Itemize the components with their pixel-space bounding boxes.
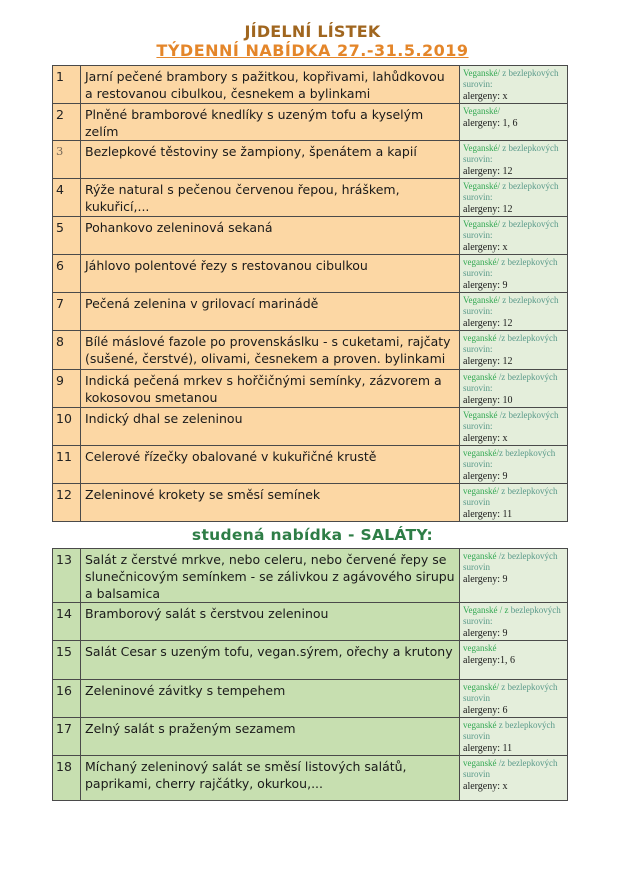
allergens: alergeny: x [463,781,508,792]
dish-number: 14 [53,603,81,641]
dish-number: 4 [53,179,81,217]
gluten-free-label: z bezlepkových surovin [463,720,555,741]
gluten-free-label: z bezlepkových surovin [463,486,558,507]
vegan-label: veganské [463,643,497,653]
week-subtitle: TÝDENNÍ NABÍDKA 27.-31.5.2019 [156,41,469,60]
menu-row [53,370,568,408]
dish-number: 18 [53,756,81,801]
diet-label [463,486,564,508]
gluten-free-label: bezlepkových surovin: [463,605,561,626]
vegan-label: veganské [463,758,497,768]
dish-number: 13 [53,549,81,603]
diet-label [463,605,564,627]
dish-name: Jáhlovo polentové řezy s restovanou cibulkou [81,255,460,293]
allergens: alergeny: 9 [463,471,508,482]
dish-info [460,603,568,641]
allergens: alergeny: 11 [463,743,513,754]
menu-row [53,446,568,484]
dish-name: Míchaný zeleninový salát se směsí listových salátů, paprikami, cherry rajčátky, okurkou,... [81,756,460,801]
vegan-label: Veganské/ [463,106,500,116]
dish-info [460,141,568,179]
dish-number: 16 [53,680,81,718]
dish-info [460,680,568,718]
vegan-label: veganské/ [463,486,499,496]
gluten-free-label: z bezlepkových surovin: [463,68,559,89]
allergens: alergeny: 9 [463,628,508,639]
diet-label [463,682,564,704]
dish-name: Salát z čerstvé mrkve, nebo celeru, nebo červené řepy se slunečnicovým semínkem - se zálivkou z agávového sirupu a balsamica [81,549,460,603]
dish-name: Bezlepkové těstoviny se žampiony, špenátem a kapií [81,141,460,179]
gluten-free-label: z bezlepkových surovin: [463,181,559,202]
vegan-label: veganské [463,372,497,382]
diet-label [463,68,564,90]
dish-info [460,66,568,104]
dish-info [460,756,568,801]
dish-name: Bramborový salát s čerstvou zeleninou [81,603,460,641]
allergens: alergeny: x [463,242,508,253]
menu-row [53,141,568,179]
gluten-free-label: z bezlepkových surovin: [463,295,559,316]
dish-info [460,718,568,756]
hot-menu-table [52,65,568,522]
dish-name: Rýže natural s pečenou červenou řepou, hráškem, kukuřicí,... [81,179,460,217]
allergens: alergeny: 1, 6 [463,118,518,129]
vegan-label: Veganské/ [463,143,500,153]
diet-label [463,333,564,355]
diet-label [463,181,564,203]
gluten-free-label: /z bezlepkových surovin [463,551,558,572]
allergens: alergeny: 11 [463,509,513,520]
cold-menu-title: studená nabídka - SALÁTY: [191,526,434,544]
dish-info [460,408,568,446]
allergens: alergeny: 9 [463,280,508,291]
gluten-free-label: z bezlepkových surovin: [463,448,556,469]
vegan-label: Veganské/ [463,295,500,305]
vegan-label: Veganské/ [463,68,500,78]
gluten-free-label: /z bezlepkových surovin [463,758,558,779]
dish-info [460,104,568,141]
diet-label [463,551,564,573]
menu-row [53,104,568,141]
allergens: alergeny: 12 [463,318,513,329]
dish-number: 1 [53,66,81,104]
dish-info [460,549,568,603]
dish-number: 2 [53,104,81,141]
menu-row [53,641,568,680]
dish-number: 3 [53,141,81,179]
menu-row [53,331,568,370]
dish-number: 9 [53,370,81,408]
page-title: JÍDELNÍ LÍSTEK [244,22,381,41]
diet-label [463,758,564,780]
dish-number: 5 [53,217,81,255]
menu-row [53,718,568,756]
menu-row [53,66,568,104]
vegan-label: veganské [463,333,497,343]
menu-row [53,179,568,217]
dish-name: Indický dhal se zeleninou [81,408,460,446]
menu-row [53,293,568,331]
diet-label [463,720,564,742]
diet-label [463,372,564,394]
menu-row [53,484,568,522]
dish-info [460,255,568,293]
vegan-label: veganské/ [463,682,499,692]
dish-number: 17 [53,718,81,756]
dish-name: Celerové řízečky obalované v kukuřičné krustě [81,446,460,484]
diet-label [463,643,564,654]
vegan-label: veganské/ [463,448,499,458]
menu-row [53,756,568,801]
dish-name: Bílé máslové fazole po provenskáslku - s cuketami, rajčaty (sušené, čerstvé), olivami, česnekem a proven. bylinkami [81,331,460,370]
diet-label [463,448,564,470]
gluten-free-label: z bezlepkových surovin: [463,257,558,278]
menu-row [53,408,568,446]
vegan-label: Veganské / z [463,605,509,615]
vegan-label: Veganské [463,410,498,420]
dish-name: Pohankovo zeleninová sekaná [81,217,460,255]
dish-name: Zeleninové krokety se směsí semínek [81,484,460,522]
allergens: alergeny: 10 [463,395,513,406]
dish-number: 15 [53,641,81,680]
dish-name: Salát Cesar s uzeným tofu, vegan.sýrem, ořechy a krutony [81,641,460,680]
diet-label [463,410,564,432]
menu-row [53,255,568,293]
vegan-label: veganské [463,551,497,561]
allergens: alergeny: 12 [463,356,513,367]
allergens: alergeny: 6 [463,705,508,716]
dish-name: Pečená zelenina v grilovací marinádě [81,293,460,331]
gluten-free-label: /z bezlepkových surovin: [463,410,559,431]
vegan-label: Veganské/ [463,219,500,229]
dish-name: Zeleninové závitky s tempehem [81,680,460,718]
dish-number: 6 [53,255,81,293]
dish-number: 7 [53,293,81,331]
vegan-label: veganské/ [463,257,499,267]
diet-label [463,257,564,279]
dish-info [460,370,568,408]
menu-row [53,680,568,718]
dish-name: Plněné bramborové knedlíky s uzeným tofu a kyselým zelím [81,104,460,141]
allergens: alergeny: 9 [463,574,508,585]
menu-row [53,217,568,255]
allergens: alergeny: x [463,433,508,444]
vegan-label: veganské [463,720,497,730]
dish-number: 12 [53,484,81,522]
dish-number: 8 [53,331,81,370]
allergens: alergeny: x [463,91,508,102]
dish-info [460,331,568,370]
gluten-free-label: /z bezlepkových surovin: [463,333,558,354]
dish-info [460,446,568,484]
diet-label [463,106,564,117]
cold-menu-table [52,548,568,801]
menu-row [53,549,568,603]
diet-label [463,143,564,165]
allergens: alergeny: 12 [463,204,513,215]
dish-number: 11 [53,446,81,484]
gluten-free-label: z bezlepkových surovin: [463,219,559,240]
dish-info [460,293,568,331]
dish-name: Jarní pečené brambory s pažitkou, kopřivami, lahůdkovou a restovanou cibulkou, česnekem a bylinkami [81,66,460,104]
dish-name: Indická pečená mrkev s hořčičnými semínky, zázvorem a kokosovou smetanou [81,370,460,408]
dish-info [460,641,568,680]
diet-label [463,295,564,317]
vegan-label: Veganské/ [463,181,500,191]
dish-number: 10 [53,408,81,446]
allergens: alergeny:1, 6 [463,655,516,666]
gluten-free-label: /z bezlepkových surovin: [463,372,558,393]
dish-info [460,217,568,255]
gluten-free-label: z bezlepkových surovin [463,682,558,703]
allergens: alergeny: 12 [463,166,513,177]
menu-row [53,603,568,641]
dish-info [460,484,568,522]
dish-info [460,179,568,217]
diet-label [463,219,564,241]
gluten-free-label: z bezlepkových surovin: [463,143,559,164]
dish-name: Zelný salát s praženým sezamem [81,718,460,756]
